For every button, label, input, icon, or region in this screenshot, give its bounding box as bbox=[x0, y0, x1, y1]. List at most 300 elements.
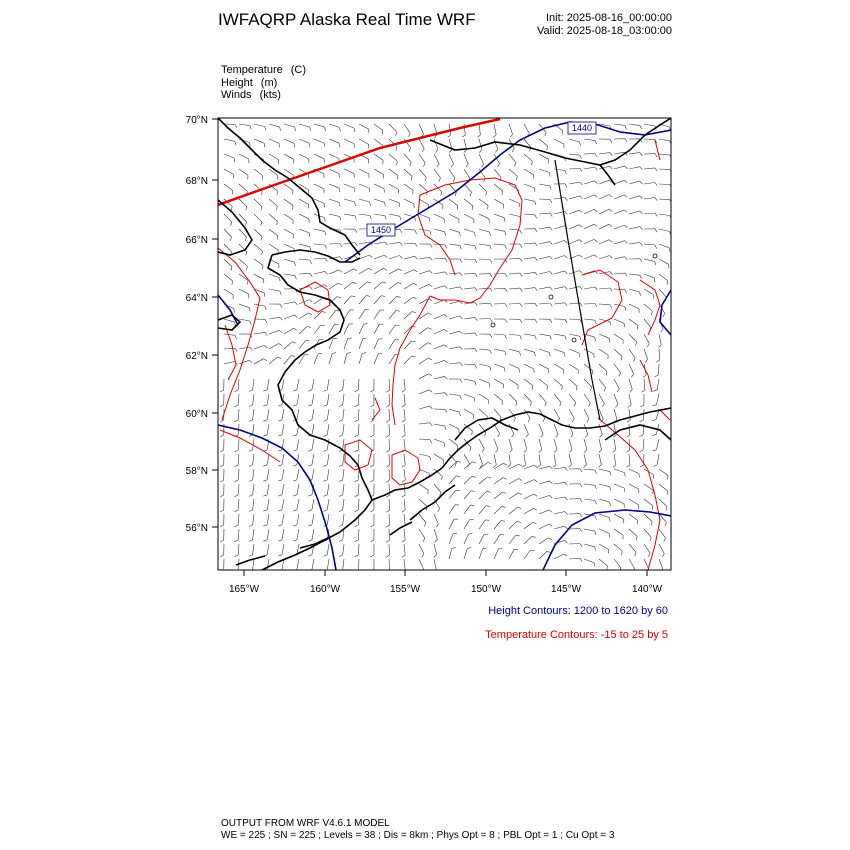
wind-barb-feather bbox=[381, 296, 385, 297]
wind-barb-feather bbox=[445, 393, 447, 396]
wind-barb-feather bbox=[402, 480, 405, 482]
wind-barb-feather bbox=[363, 338, 367, 339]
wind-barb-feather bbox=[462, 135, 465, 137]
wind-barb-feather bbox=[637, 521, 638, 525]
wind-barb bbox=[434, 360, 444, 364]
wind-barb bbox=[327, 394, 329, 405]
wind-barb-feather bbox=[264, 143, 265, 147]
wind-barb bbox=[569, 544, 580, 545]
wind-barb-feather bbox=[249, 495, 253, 497]
wind-barb bbox=[299, 154, 309, 159]
wind-barb-feather bbox=[580, 182, 583, 185]
wind-barb-feather bbox=[355, 229, 357, 233]
wind-barb-feather bbox=[640, 275, 642, 279]
wind-barb bbox=[569, 379, 577, 386]
lat-label: 60°N bbox=[185, 409, 208, 420]
wind-barb-feather bbox=[550, 272, 553, 275]
wind-barb-feather bbox=[370, 420, 374, 422]
wind-barb-feather bbox=[235, 405, 239, 407]
wind-barb bbox=[509, 535, 516, 544]
wind-barb bbox=[297, 484, 299, 495]
wind-barb-feather bbox=[475, 381, 476, 385]
wind-barb-feather bbox=[384, 255, 387, 258]
wind-barb bbox=[404, 341, 412, 349]
wind-barb-feather bbox=[550, 186, 551, 190]
wind-barb bbox=[374, 199, 385, 202]
wind-barb-feather bbox=[613, 465, 616, 468]
wind-barb bbox=[419, 284, 429, 289]
wind-barb bbox=[584, 424, 588, 434]
wind-barb-feather bbox=[412, 341, 416, 342]
wind-barb-feather bbox=[308, 540, 312, 541]
wind-barb-feather bbox=[666, 507, 667, 511]
wind-barb-feather bbox=[249, 480, 253, 482]
wind-barb-feather bbox=[278, 495, 282, 496]
wind-barb bbox=[509, 214, 520, 217]
wind-barb bbox=[299, 259, 310, 260]
wind-barb-feather bbox=[490, 303, 492, 306]
wind-barb bbox=[419, 390, 429, 394]
wind-barb-feather bbox=[307, 327, 311, 328]
wind-barb bbox=[434, 544, 437, 555]
wind-barb-feather bbox=[475, 333, 477, 336]
wind-barb-feather bbox=[495, 149, 498, 152]
wind-barb bbox=[224, 154, 234, 158]
wind-barb bbox=[509, 349, 520, 352]
wind-barb bbox=[238, 394, 239, 405]
wind-barb-feather bbox=[339, 143, 340, 147]
wind-barb-feather bbox=[460, 331, 463, 334]
wind-barb-feather bbox=[625, 125, 627, 129]
wind-barb bbox=[359, 354, 362, 365]
wind-barb bbox=[494, 535, 500, 544]
wind-barb bbox=[299, 214, 309, 219]
wind-barb bbox=[297, 559, 299, 570]
wind-barb-feather bbox=[322, 311, 326, 312]
wind-barb-feather bbox=[249, 540, 253, 542]
wind-barb bbox=[509, 454, 511, 465]
wind-barb bbox=[584, 195, 594, 199]
wind-barb bbox=[344, 353, 347, 364]
wind-barb bbox=[659, 214, 670, 216]
wind-barb bbox=[554, 512, 565, 514]
height-label-1440: 1440 bbox=[571, 123, 593, 133]
wind-barb bbox=[404, 154, 411, 162]
wind-barb bbox=[374, 184, 384, 189]
wind-barb bbox=[299, 229, 309, 233]
wind-barb bbox=[479, 139, 482, 150]
wind-barb bbox=[479, 379, 489, 383]
wind-barb bbox=[299, 199, 309, 204]
wind-barb bbox=[329, 324, 334, 334]
wind-barb bbox=[419, 423, 430, 424]
wind-barb bbox=[374, 139, 383, 146]
wind-barb bbox=[389, 124, 397, 132]
wind-barb bbox=[614, 379, 619, 389]
wind-barb bbox=[359, 268, 368, 274]
wind-barb bbox=[659, 184, 670, 185]
wind-barb bbox=[239, 347, 250, 349]
wind-barb-feather bbox=[477, 135, 480, 137]
wind-barb-feather bbox=[483, 548, 487, 549]
wind-barb bbox=[267, 529, 269, 540]
wind-barb bbox=[224, 229, 232, 237]
wind-barb-feather bbox=[402, 465, 405, 467]
wind-barb bbox=[312, 424, 314, 435]
wind-barb bbox=[404, 169, 412, 176]
wind-barb-feather bbox=[430, 406, 433, 409]
wind-barb-feather bbox=[325, 231, 326, 235]
wind-barb bbox=[284, 124, 295, 127]
wind-barb-feather bbox=[306, 340, 310, 341]
wind-barb bbox=[524, 169, 534, 175]
wind-barb bbox=[554, 454, 556, 465]
wind-barb-feather bbox=[456, 476, 460, 477]
wind-barb bbox=[449, 519, 454, 529]
wind-barb bbox=[599, 288, 610, 289]
wind-barb-feather bbox=[625, 307, 626, 311]
wind-barb-feather bbox=[235, 420, 239, 422]
wind-barb-feather bbox=[280, 291, 281, 295]
wind-barb-feather bbox=[564, 240, 567, 243]
wind-barb bbox=[449, 548, 452, 559]
wind-barb bbox=[359, 310, 365, 319]
wind-barb-feather bbox=[279, 278, 280, 282]
wind-barb bbox=[479, 439, 484, 449]
wind-barb bbox=[419, 214, 429, 218]
axis-ticks bbox=[212, 119, 647, 576]
wind-barb bbox=[479, 477, 487, 484]
wind-barb bbox=[569, 139, 580, 142]
wind-barb-feather bbox=[339, 495, 343, 497]
map-title: IWFAQRP Alaska Real Time WRF bbox=[218, 10, 476, 29]
wind-barb bbox=[359, 296, 366, 304]
wind-barb-feather bbox=[386, 465, 389, 467]
wind-barb-feather bbox=[652, 506, 653, 510]
wind-barb bbox=[569, 349, 579, 353]
wind-barb-feather bbox=[231, 222, 232, 226]
wind-barb-feather bbox=[655, 229, 657, 232]
wind-barb-feather bbox=[519, 203, 520, 207]
wind-barb-feather bbox=[309, 233, 310, 237]
wind-barb bbox=[434, 439, 444, 443]
wind-barb-feather bbox=[625, 241, 628, 244]
wind-barb-feather bbox=[661, 329, 664, 332]
wind-barb bbox=[374, 124, 383, 130]
wind-barb-feather bbox=[625, 290, 627, 294]
lon-label: 160°W bbox=[309, 584, 341, 595]
wind-barb bbox=[358, 469, 359, 480]
wind-barb-feather bbox=[264, 359, 268, 361]
wind-barb bbox=[254, 169, 263, 176]
wind-barb-feather bbox=[294, 315, 297, 318]
wind-barb-feather bbox=[502, 191, 503, 195]
wind-barb-feather bbox=[339, 480, 343, 482]
wind-barb bbox=[419, 544, 424, 554]
wind-barb bbox=[659, 289, 666, 297]
wind-barb bbox=[419, 343, 428, 349]
wind-barb-feather bbox=[550, 242, 553, 245]
wind-barb-feather bbox=[594, 195, 597, 198]
wind-barb-feather bbox=[261, 207, 262, 211]
wind-barb bbox=[584, 304, 595, 305]
wind-barb bbox=[584, 439, 587, 450]
wind-barb bbox=[554, 198, 565, 200]
wind-barb bbox=[389, 559, 390, 570]
lat-label: 56°N bbox=[185, 523, 208, 534]
wind-barb-feather bbox=[539, 450, 542, 453]
wind-barb bbox=[524, 334, 535, 336]
wind-barb-feather bbox=[640, 153, 642, 156]
wind-barb bbox=[267, 484, 269, 495]
wind-barb-feather bbox=[505, 245, 507, 249]
wind-barb-feather bbox=[518, 493, 522, 495]
wind-barb bbox=[284, 139, 294, 143]
wind-barb bbox=[284, 154, 294, 159]
wind-barb bbox=[644, 379, 645, 390]
wind-barb bbox=[419, 184, 427, 191]
wind-barb bbox=[269, 357, 278, 364]
wind-barb bbox=[494, 139, 498, 149]
wind-barb-feather bbox=[610, 139, 612, 143]
wind-barb bbox=[404, 229, 415, 230]
wind-barb-feather bbox=[277, 221, 278, 225]
wind-barb bbox=[254, 274, 264, 279]
wind-barb bbox=[449, 229, 460, 232]
wind-barb-feather bbox=[370, 405, 374, 407]
wind-barb-feather bbox=[487, 491, 491, 492]
wind-barb-feather bbox=[370, 216, 372, 220]
wind-barb-feather bbox=[402, 390, 405, 392]
wind-barb bbox=[464, 491, 471, 499]
wind-barb bbox=[659, 139, 670, 141]
wind-barb bbox=[494, 454, 496, 465]
wind-barb bbox=[434, 300, 444, 304]
wind-barb-feather bbox=[490, 367, 491, 371]
wind-barb bbox=[389, 514, 390, 525]
wind-barb bbox=[434, 154, 439, 164]
wind-barb bbox=[479, 154, 484, 164]
wind-barb bbox=[464, 184, 471, 192]
wind-barb-feather bbox=[410, 162, 411, 166]
wind-barb-feather bbox=[667, 491, 668, 495]
wind-barb-feather bbox=[505, 288, 507, 291]
wind-barb-feather bbox=[642, 390, 645, 392]
wind-barb-feather bbox=[231, 267, 232, 271]
wind-barb bbox=[404, 424, 405, 435]
wind-barb-feather bbox=[370, 465, 374, 467]
wind-barb bbox=[284, 356, 291, 364]
wind-barb bbox=[374, 255, 384, 259]
wind-barb-feather bbox=[594, 239, 597, 241]
legend-temperature-name: Temperature bbox=[221, 64, 283, 76]
wind-barb-feather bbox=[664, 538, 666, 542]
wind-barb bbox=[404, 297, 413, 304]
wind-barb bbox=[327, 499, 329, 510]
wind-barb bbox=[239, 199, 247, 207]
wind-barb bbox=[314, 229, 325, 231]
wind-barb bbox=[479, 244, 490, 246]
wind-barb-feather bbox=[640, 259, 642, 262]
wind-barb bbox=[494, 506, 502, 514]
wind-barb bbox=[599, 364, 607, 372]
wind-barb bbox=[449, 505, 455, 514]
wind-barb bbox=[539, 424, 543, 434]
wind-barb-feather bbox=[653, 390, 657, 392]
wind-barb-feather bbox=[652, 435, 656, 436]
wind-barb bbox=[419, 559, 424, 569]
wind-barb-feather bbox=[610, 322, 611, 326]
wind-barb-feather bbox=[278, 405, 282, 406]
wind-barb bbox=[358, 529, 359, 540]
wind-barb bbox=[358, 559, 359, 570]
wind-barb bbox=[614, 273, 625, 274]
wind-barb-feather bbox=[565, 198, 568, 201]
wind-barb bbox=[284, 199, 293, 205]
wind-barb-feather bbox=[516, 535, 520, 536]
wind-barb bbox=[629, 484, 639, 489]
wind-barb bbox=[314, 199, 324, 203]
wind-barb-feather bbox=[535, 319, 537, 323]
wind-barb bbox=[494, 409, 501, 417]
wind-barb bbox=[509, 334, 520, 336]
wind-barb-feather bbox=[579, 255, 582, 258]
wind-barb-feather bbox=[636, 342, 637, 346]
wind-barb-feather bbox=[339, 420, 343, 422]
wind-barb-feather bbox=[355, 420, 359, 422]
wind-barb bbox=[269, 344, 279, 350]
wind-barb bbox=[267, 454, 269, 465]
wind-barb-feather bbox=[634, 358, 636, 362]
wind-barb bbox=[449, 331, 460, 334]
wind-barb bbox=[327, 409, 329, 420]
wind-barb-feather bbox=[355, 480, 359, 482]
wind-barb-feather bbox=[520, 336, 522, 340]
wind-barb bbox=[312, 499, 314, 510]
wind-barb bbox=[449, 316, 460, 319]
wind-barb-feather bbox=[610, 272, 613, 275]
wind-barb bbox=[253, 454, 254, 465]
wind-barb-feather bbox=[479, 150, 482, 153]
wind-barb-feather bbox=[534, 480, 537, 482]
wind-barb-feather bbox=[247, 266, 248, 270]
wind-barb-feather bbox=[565, 497, 568, 500]
wind-barb-feather bbox=[530, 402, 531, 406]
wind-barb-feather bbox=[291, 356, 295, 357]
wind-barb-feather bbox=[648, 553, 650, 557]
wind-barb bbox=[434, 272, 445, 274]
wind-barb-feather bbox=[436, 524, 438, 527]
wind-barb-feather bbox=[339, 555, 343, 557]
wind-barb-feather bbox=[595, 501, 597, 505]
wind-barb-feather bbox=[595, 140, 597, 144]
wind-barb-feather bbox=[263, 390, 267, 391]
wind-barb bbox=[449, 214, 459, 219]
wind-barb-feather bbox=[278, 420, 282, 421]
wind-barb bbox=[254, 139, 264, 143]
wind-barb bbox=[599, 379, 606, 388]
wind-barb-feather bbox=[386, 405, 389, 407]
wind-barb bbox=[509, 288, 520, 289]
wind-barb-feather bbox=[308, 390, 312, 391]
wind-barb-feather bbox=[550, 227, 553, 230]
wind-barb bbox=[599, 256, 609, 260]
wind-barb bbox=[524, 494, 534, 499]
wind-barb bbox=[238, 379, 239, 390]
wind-barb bbox=[509, 169, 517, 176]
wind-barb bbox=[524, 124, 529, 134]
wind-barb-feather bbox=[645, 359, 648, 362]
wind-barb-feather bbox=[249, 555, 253, 557]
wind-barb-feather bbox=[475, 260, 477, 264]
wind-barb-feather bbox=[336, 310, 340, 311]
wind-barb-feather bbox=[584, 450, 587, 453]
wind-barb-feather bbox=[624, 195, 627, 197]
wind-barb bbox=[599, 484, 610, 487]
wind-barb bbox=[479, 394, 488, 400]
wind-barb-feather bbox=[386, 390, 389, 392]
wind-barb bbox=[629, 469, 639, 474]
wind-barb bbox=[659, 469, 668, 475]
wind-barb-feather bbox=[423, 163, 425, 167]
wind-barb-feather bbox=[220, 510, 224, 512]
wind-barb bbox=[254, 229, 262, 237]
wind-barb bbox=[494, 379, 504, 384]
init-time: Init: 2025-08-16_00:00:00 bbox=[546, 12, 672, 24]
wind-barb bbox=[419, 229, 430, 231]
wind-barb bbox=[314, 124, 325, 127]
wind-barb-feather bbox=[235, 480, 239, 482]
wind-barb bbox=[299, 139, 309, 143]
wind-barb bbox=[464, 259, 475, 260]
wind-barb-feather bbox=[486, 192, 487, 196]
border bbox=[555, 160, 600, 420]
wind-barb-feather bbox=[278, 525, 282, 526]
wind-barb-feather bbox=[640, 196, 643, 199]
wind-barb bbox=[404, 270, 414, 274]
wind-barb-feather bbox=[514, 163, 516, 167]
wind-barb bbox=[419, 406, 430, 409]
wind-barb bbox=[299, 313, 308, 319]
wind-barb bbox=[434, 258, 445, 259]
wind-barb bbox=[464, 462, 472, 469]
wind-barb-feather bbox=[399, 203, 400, 207]
wind-barb-feather bbox=[263, 465, 267, 466]
wind-barb-feather bbox=[514, 418, 516, 422]
wind-barb bbox=[297, 409, 299, 420]
wind-barb bbox=[554, 287, 565, 289]
wind-barb-feather bbox=[609, 224, 612, 226]
lat-label: 70°N bbox=[185, 115, 208, 126]
wind-barb-feather bbox=[482, 449, 484, 452]
wind-barb-feather bbox=[595, 154, 597, 157]
wind-barb-feather bbox=[235, 390, 239, 392]
wind-barb-feather bbox=[562, 131, 563, 135]
wind-barb-feather bbox=[278, 510, 282, 511]
wind-barb bbox=[299, 124, 310, 127]
wind-barb-feather bbox=[370, 390, 374, 392]
wind-barb bbox=[224, 361, 235, 364]
wind-barb-feather bbox=[665, 522, 666, 526]
wind-barb bbox=[599, 529, 609, 533]
wind-barb bbox=[479, 214, 489, 219]
wind-barb bbox=[554, 334, 565, 336]
wind-barb-feather bbox=[533, 522, 537, 524]
wind-barb bbox=[614, 257, 625, 259]
wind-barb bbox=[479, 229, 490, 232]
wind-barb bbox=[554, 482, 565, 484]
wind-barb-feather bbox=[235, 555, 239, 557]
